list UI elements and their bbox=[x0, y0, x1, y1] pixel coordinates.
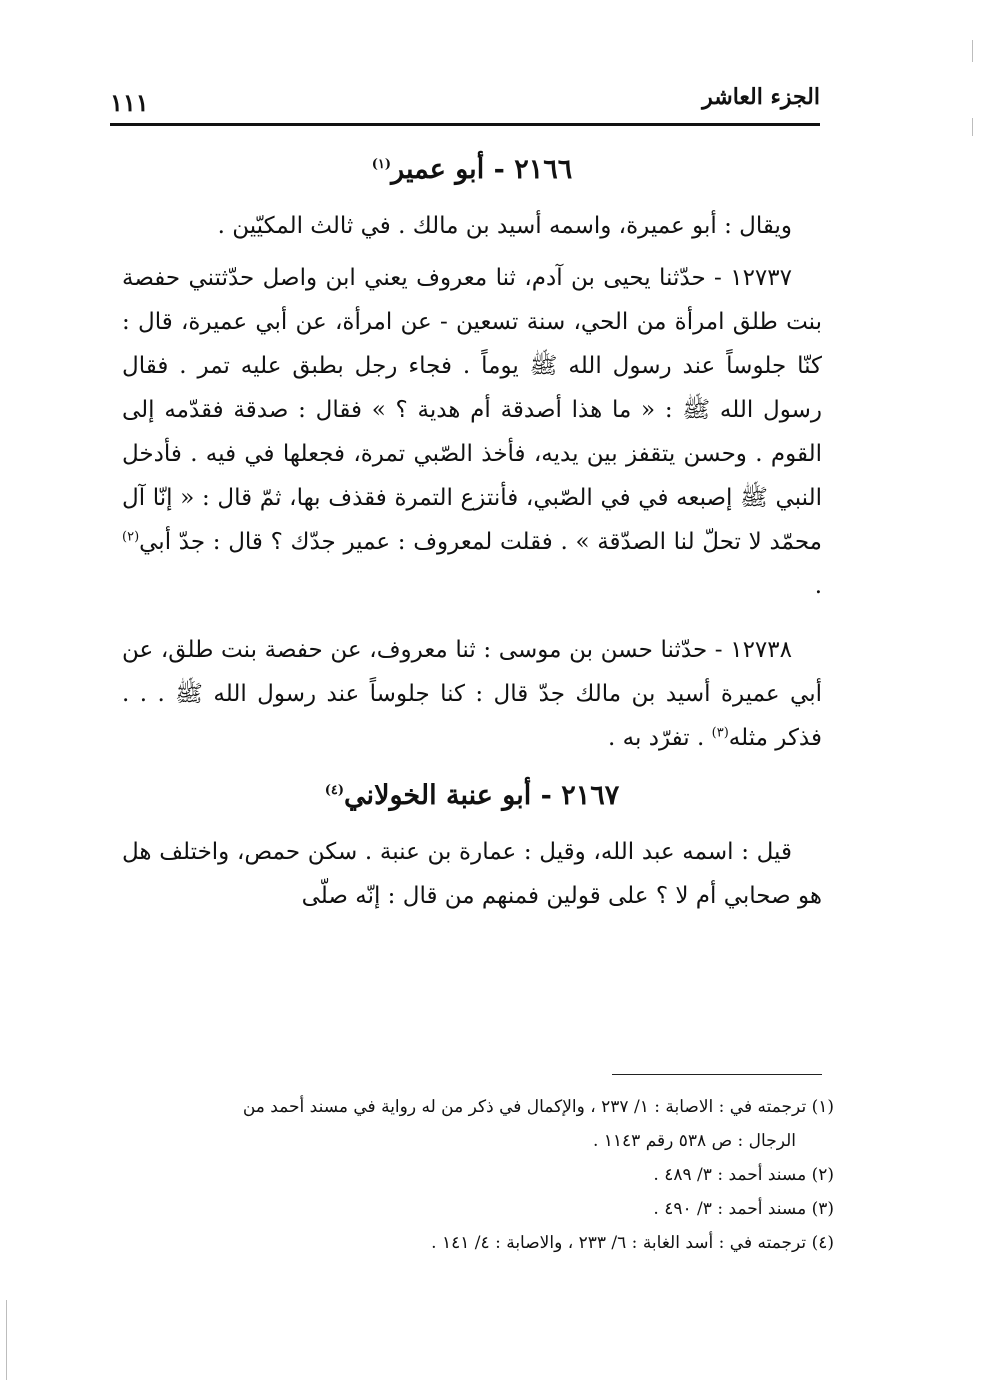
section-title-2166: ٢١٦٦ - أبو عمير$^{(١)}$ bbox=[371, 154, 573, 185]
footnote-separator bbox=[612, 1074, 822, 1075]
footnote-marker: (١) bbox=[371, 157, 392, 172]
footnote-1-continuation: الرجال : ص ٥٣٨ رقم ١١٤٣ . bbox=[592, 1131, 796, 1151]
main-text bbox=[122, 140, 822, 926]
running-title: الجزء العاشر bbox=[702, 84, 820, 110]
hadith-12738: ١٢٧٣٨ - حدّثنا حسن بن موسى : ثنا معروف، عن حفصة بنت طلق، عن أبي عميرة أسيد بن مالك جدّ قال : كنا جلوساً عند رسول الله ﷺ . . . فذكر مثله$^{(٣)}$ . تفرّد به . bbox=[122, 637, 822, 751]
footnote-2: (٢) مسند أحمد : ٣/ ٤٨٩ . bbox=[653, 1165, 834, 1185]
footnote-marker: (٤) bbox=[324, 783, 345, 798]
hadith-12737: ١٢٧٣٧ - حدّثنا يحيى بن آدم، ثنا معروف يعني ابن واصل حدّثتني حفصة بنت طلق امرأة من الحي، سنة تسعين - عن امرأة، عن أبي عميرة، قال : كنّا جلوساً عند رسول الله ﷺ يوماً . فجاء رجل بطبق عليه تمر . فقال رسول الله ﷺ : « ما هذا أصدقة أم هدية ؟ » فقال : صدقة فقدّمه إلى القوم . وحسن يتقفز بين يديه، فأخذ الصّبي تمرة، فجعلها في فيه . فأدخل النبي ﷺ إصبعه في في الصّبي، فأنتزع التمرة فقذف بها، ثمّ قال : « إنّا آل محمّد لا تحلّ لنا الصدّقة » . فقلت لمعروف : عمير جدّك ؟ قال : جدّ أبي$^{(٢)}$ . bbox=[122, 265, 822, 599]
footnote-3: (٣) مسند أحمد : ٣/ ٤٩٠ . bbox=[653, 1199, 834, 1219]
footnote-marker: (٣) bbox=[711, 725, 729, 741]
footnote-1: (١) ترجمته في : الاصابة : ١/ ٢٣٧ ، والإكمال في ذكر من له رواية في مسند أحمد من bbox=[242, 1097, 834, 1117]
page-header bbox=[110, 78, 820, 122]
footnote-marker: (٢) bbox=[122, 529, 140, 545]
section-title-2167: ٢١٦٧ - أبو عنبة الخولاني$^{(٤)}$ bbox=[324, 780, 620, 811]
scan-margin-mark bbox=[972, 118, 973, 136]
header-rule bbox=[110, 123, 820, 126]
page-number: ١١١ bbox=[110, 88, 149, 117]
section-intro: قيل : اسمه عبد الله، وقيل : عمارة بن عنبة . سكن حمص، واختلف هل هو صحابي أم لا ؟ على قولين فمنهم من قال : إنّه صلّى bbox=[122, 839, 822, 909]
footnotes bbox=[122, 1090, 834, 1260]
scan-margin-mark bbox=[6, 1300, 7, 1380]
scan-margin-mark bbox=[972, 40, 973, 62]
footnote-4: (٤) ترجمته في : أسد الغابة : ٦/ ٢٣٣ ، والاصابة : ٤/ ١٤١ . bbox=[431, 1233, 834, 1253]
section-intro: ويقال : أبو عميرة، واسمه أسيد بن مالك . في ثالث المكيّين . bbox=[217, 213, 792, 239]
